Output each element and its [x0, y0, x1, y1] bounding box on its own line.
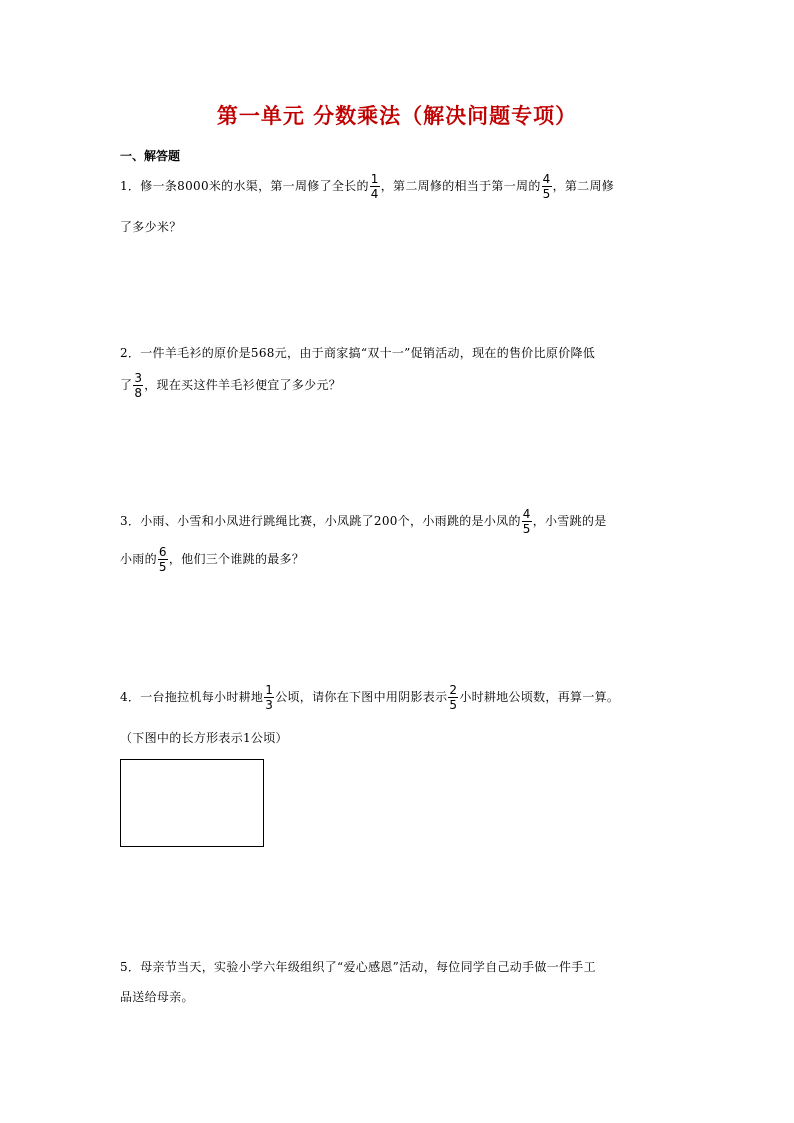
page-title: 第一单元 分数乘法（解决问题专项）	[216, 104, 578, 128]
question-3-line-2	[120, 545, 304, 574]
question-1-text-a: 1．修一条8000米的水渠，第一周修了全长的	[120, 179, 369, 193]
question-2-text-c: ，现在买这件羊毛衫便宜了多少元？	[144, 378, 342, 392]
question-5-line-1: 5．母亲节当天，实验小学六年级组织了“爱心感恩”活动，每位同学自己动手做一件手工	[120, 960, 596, 974]
question-4-text-b: 公顷，请你在下图中用阴影表示	[275, 690, 448, 704]
question-3-line-1	[120, 507, 607, 536]
question-3-text-a: 3．小雨、小雪和小凤进行跳绳比赛，小凤跳了200个，小雨跳的是小凤的	[120, 514, 521, 528]
question-3-text-d: ，他们三个谁跳的最多？	[168, 552, 305, 566]
question-4-line-1	[120, 683, 619, 712]
question-4-text-a: 4．一台拖拉机每小时耕地	[120, 690, 264, 704]
question-1-line-2: 了多少米？	[120, 220, 182, 234]
question-4-text-c: 小时耕地公顷数，再算一算。	[459, 690, 620, 704]
question-4-line-2: （下图中的长方形表示1公顷）	[120, 731, 288, 745]
question-2-text-b: 了	[120, 378, 133, 392]
fraction-4-5-b: $\frac{4}{5}$	[522, 507, 531, 536]
question-1-text-b: ，第二周修的相当于第一周的	[380, 179, 541, 193]
fraction-3-8: $\frac{3}{8}$	[134, 371, 143, 400]
question-5-line-2: 品送给母亲。	[120, 990, 194, 1004]
question-1-text-c: ，第二周修	[552, 179, 615, 193]
fraction-1-3: $\frac{1}{3}$	[265, 683, 274, 712]
fraction-6-5: $\frac{6}{5}$	[158, 545, 167, 574]
question-3-text-c: 小雨的	[120, 552, 157, 566]
question-2-line-2	[120, 371, 341, 400]
hectare-rectangle	[120, 759, 264, 847]
question-3-text-b: ，小雪跳的是	[532, 514, 607, 528]
question-1-line-1	[120, 172, 614, 201]
fraction-4-5: $\frac{4}{5}$	[542, 172, 551, 201]
fraction-1-4: $\frac{1}{4}$	[370, 172, 379, 201]
question-2-line-1: 2．一件羊毛衫的原价是568元，由于商家搞“双十一”促销活动，现在的售价比原价降低	[120, 346, 596, 360]
fraction-2-5: $\frac{2}{5}$	[449, 683, 458, 712]
section-heading: 一、解答题	[120, 149, 181, 163]
